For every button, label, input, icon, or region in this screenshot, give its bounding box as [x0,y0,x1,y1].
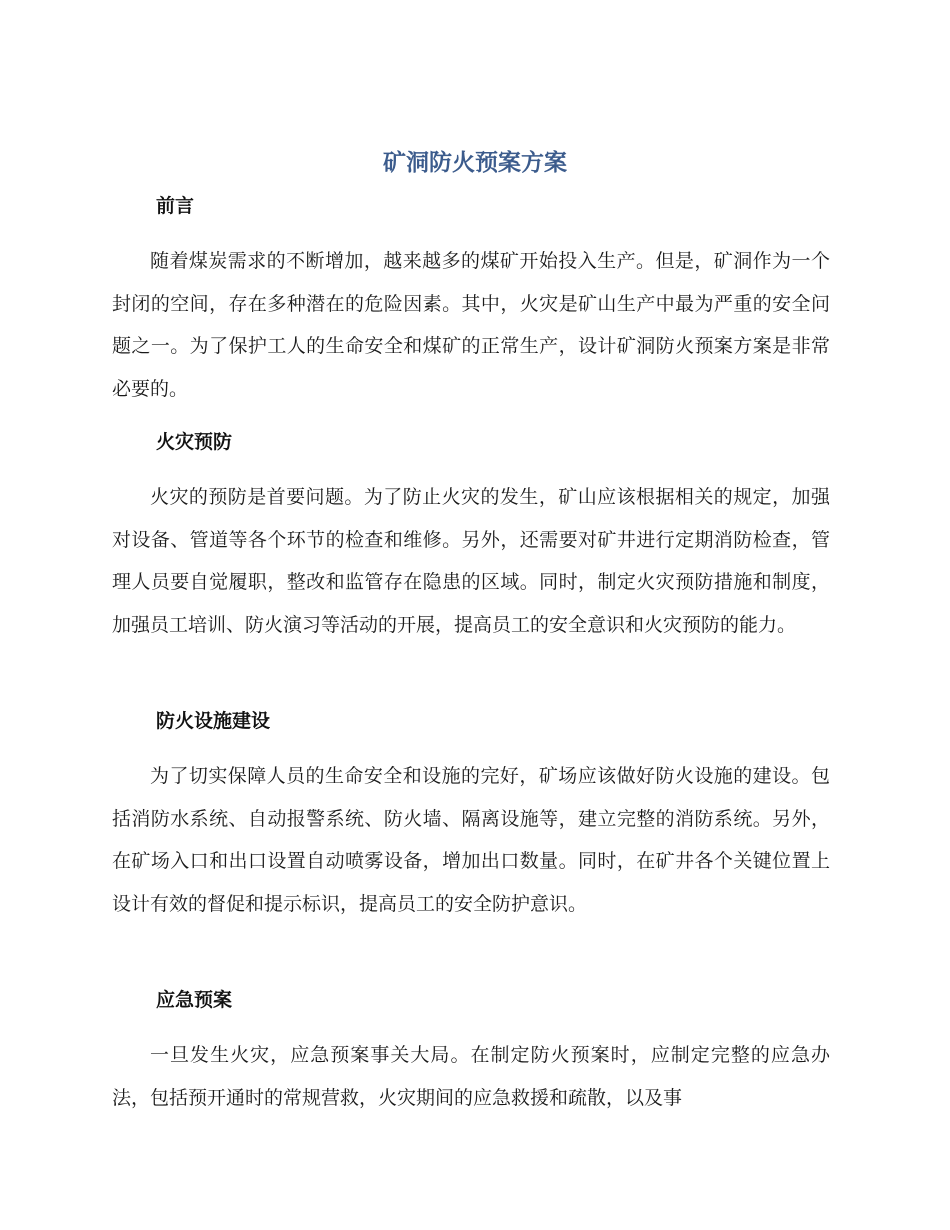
section-paragraph-fire-prevention: 火灾的预防是首要问题。为了防止火灾的发生，矿山应该根据相关的规定，加强对设备、管道等各个环节的检查和维修。另外，还需要对矿井进行定期消防检查，管理人员要自觉履职，整改和监管存在隐患的区域。同时，制定火灾预防措施和制度，加强员工培训、防火演习等活动的开展，提高员工的安全意识和火灾预防的能力。 [112,486,830,636]
document-title: 矿洞防火预案方案 [383,150,567,176]
section-heading-fire-prevention: 火灾预防 [156,431,233,453]
section-paragraph-fire-facilities: 为了切实保障人员的生命安全和设施的完好，矿场应该做好防火设施的建设。包括消防水系统、自动报警系统、防火墙、隔离设施等，建立完整的消防系统。另外，在矿场入口和出口设置自动喷雾设备，增加出口数量。同时，在矿井各个关键位置上设计有效的督促和提示标识，提高员工的安全防护意识。 [112,765,830,915]
section-paragraph-preface: 随着煤炭需求的不断增加，越来越多的煤矿开始投入生产。但是，矿洞作为一个封闭的空间，存在多种潜在的危险因素。其中，火灾是矿山生产中最为严重的安全问题之一。为了保护工人的生命安全和煤矿的正常生产，设计矿洞防火预案方案是非常必要的。 [112,250,830,400]
section-heading-emergency-plan: 应急预案 [156,989,233,1011]
section-paragraph-emergency-plan: 一旦发生火灾，应急预案事关大局。在制定防火预案时，应制定完整的应急办法，包括预开通时的常规营救，火灾期间的应急救援和疏散，以及事 [112,1044,830,1109]
section-heading-preface: 前言 [156,195,195,217]
section-heading-fire-facilities: 防火设施建设 [156,710,271,732]
